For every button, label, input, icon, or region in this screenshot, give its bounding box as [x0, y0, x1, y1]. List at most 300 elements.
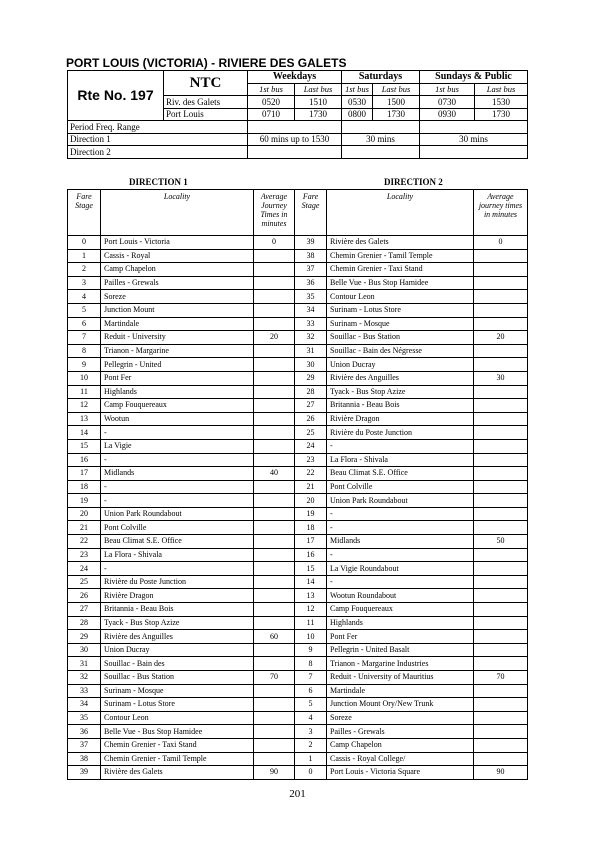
- journey-time-dir1: [254, 453, 295, 467]
- locality-dir2: Chemin Grenier - Taxi Stand: [327, 263, 474, 277]
- locality-dir1: Chemin Grenier - Tamil Temple: [101, 752, 254, 766]
- journey-time-dir1: [254, 263, 295, 277]
- fare-stage-dir2: 11: [295, 616, 327, 630]
- route-number: Rte No. 197: [68, 71, 164, 121]
- journey-time-dir2: 30: [474, 371, 528, 385]
- table-row: [68, 630, 528, 644]
- journey-time-dir1: [254, 603, 295, 617]
- fare-stage-dir2: 2: [295, 738, 327, 752]
- locality-dir1: La Flora - Shivala: [101, 548, 254, 562]
- table-row: [68, 480, 528, 494]
- fare-stage-dir1: 37: [68, 738, 101, 752]
- locality-dir1: -: [101, 453, 254, 467]
- journey-time-dir1: [254, 698, 295, 712]
- table-row: [68, 426, 528, 440]
- fare-stage-dir2: 35: [295, 290, 327, 304]
- locality-dir2: -: [327, 548, 474, 562]
- freq-row-label: Period Freq. Range: [68, 121, 248, 134]
- locality-dir2: Chemin Grenier - Tamil Temple: [327, 249, 474, 263]
- sub-header: 1st bus: [342, 83, 373, 96]
- fare-stage-dir2: 22: [295, 467, 327, 481]
- table-row: [68, 535, 528, 549]
- locality-dir2: Union Ducray: [327, 358, 474, 372]
- journey-time-dir2: [474, 643, 528, 657]
- locality-dir1: Pailles - Grewals: [101, 276, 254, 290]
- journey-time-dir1: [254, 562, 295, 576]
- locality-dir2: Martindale: [327, 684, 474, 698]
- freq-value: [248, 146, 342, 159]
- journey-time-dir1: [254, 643, 295, 657]
- fare-stage-dir1: 29: [68, 630, 101, 644]
- locality-dir1: Pont Colville: [101, 521, 254, 535]
- fare-stage-dir1: 27: [68, 603, 101, 617]
- fare-stage-dir1: 6: [68, 317, 101, 331]
- journey-time-dir2: [474, 548, 528, 562]
- origin-time: 1530: [475, 96, 528, 109]
- fare-stage-dir2: 28: [295, 385, 327, 399]
- fare-stage-dir2: 20: [295, 494, 327, 508]
- fare-stage-dir2: 15: [295, 562, 327, 576]
- locality-dir2: Pont Fer: [327, 630, 474, 644]
- journey-time-dir2: [474, 399, 528, 413]
- column-header: Fare Stage: [68, 190, 101, 236]
- column-header: Average journey times in minutes: [474, 190, 528, 236]
- journey-time-dir2: [474, 412, 528, 426]
- fare-stage-dir2: 32: [295, 331, 327, 345]
- fare-stage-dir1: 39: [68, 766, 101, 780]
- origin-time: 0800: [342, 108, 373, 121]
- fare-stage-dir1: 16: [68, 453, 101, 467]
- table-row: [68, 385, 528, 399]
- locality-dir2: Midlands: [327, 535, 474, 549]
- journey-time-dir1: [254, 480, 295, 494]
- sub-header: 1st bus: [420, 83, 475, 96]
- locality-dir1: Trianon - Margarine: [101, 344, 254, 358]
- fare-stage-dir1: 36: [68, 725, 101, 739]
- journey-time-dir2: [474, 426, 528, 440]
- journey-time-dir1: [254, 738, 295, 752]
- journey-time-dir1: [254, 684, 295, 698]
- origin-time: 0710: [248, 108, 295, 121]
- table-row: [68, 371, 528, 385]
- journey-time-dir1: 60: [254, 630, 295, 644]
- journey-time-dir1: [254, 725, 295, 739]
- freq-value: [342, 121, 420, 134]
- fare-stage-dir1: 21: [68, 521, 101, 535]
- locality-dir2: Souillac - Bus Station: [327, 331, 474, 345]
- origin-time: 1510: [295, 96, 342, 109]
- journey-time-dir2: [474, 725, 528, 739]
- locality-dir1: Rivière du Poste Junction: [101, 575, 254, 589]
- locality-dir1: Union Park Roundabout: [101, 507, 254, 521]
- sub-header: 1st bus: [248, 83, 295, 96]
- journey-time-dir2: [474, 521, 528, 535]
- fare-stage-dir1: 25: [68, 575, 101, 589]
- locality-dir2: Britannia - Beau Bois: [327, 399, 474, 413]
- journey-time-dir1: [254, 290, 295, 304]
- locality-dir1: Highlands: [101, 385, 254, 399]
- locality-dir1: Midlands: [101, 467, 254, 481]
- locality-dir2: Beau Climat S.E. Office: [327, 467, 474, 481]
- locality-dir1: Camp Fouquereaux: [101, 399, 254, 413]
- fare-stage-dir2: 38: [295, 249, 327, 263]
- fare-stage-dir2: 34: [295, 303, 327, 317]
- page-title: PORT LOUIS (VICTORIA) - RIVIERE DES GALETS: [66, 56, 347, 70]
- journey-time-dir1: [254, 521, 295, 535]
- freq-row-label: Direction 2: [68, 146, 248, 159]
- fare-stage-dir2: 23: [295, 453, 327, 467]
- origin-time: 0930: [420, 108, 475, 121]
- operator-label: NTC: [164, 71, 248, 96]
- locality-dir1: Surinam - Mosque: [101, 684, 254, 698]
- locality-dir1: Pellegrin - United: [101, 358, 254, 372]
- sub-header: Last bus: [295, 83, 342, 96]
- fare-stage-dir2: 39: [295, 236, 327, 250]
- fare-stage-dir1: 3: [68, 276, 101, 290]
- journey-time-dir1: [254, 439, 295, 453]
- journey-time-dir2: [474, 562, 528, 576]
- fare-stage-dir2: 16: [295, 548, 327, 562]
- fare-stage-dir2: 1: [295, 752, 327, 766]
- journey-time-dir2: 0: [474, 236, 528, 250]
- locality-dir1: Chemin Grenier - Taxi Stand: [101, 738, 254, 752]
- locality-dir2: -: [327, 507, 474, 521]
- freq-value: [342, 146, 420, 159]
- fare-stage-dir1: 30: [68, 643, 101, 657]
- locality-dir2: Wootun Roundabout: [327, 589, 474, 603]
- journey-time-dir1: [254, 752, 295, 766]
- fare-stage-dir2: 26: [295, 412, 327, 426]
- locality-dir2: -: [327, 439, 474, 453]
- fare-stage-dir2: 13: [295, 589, 327, 603]
- journey-time-dir2: [474, 439, 528, 453]
- fare-stage-dir1: 8: [68, 344, 101, 358]
- fare-stage-dir2: 33: [295, 317, 327, 331]
- locality-dir2: Camp Fouquereaux: [327, 603, 474, 617]
- locality-dir2: Rivière du Poste Junction: [327, 426, 474, 440]
- table-row: [68, 616, 528, 630]
- fare-stage-dir2: 18: [295, 521, 327, 535]
- fare-stage-dir1: 7: [68, 331, 101, 345]
- journey-time-dir2: [474, 249, 528, 263]
- column-header: Locality: [327, 190, 474, 236]
- fare-stage-dir2: 6: [295, 684, 327, 698]
- locality-dir1: Wootun: [101, 412, 254, 426]
- fare-stage-dir1: 34: [68, 698, 101, 712]
- table-row: [68, 684, 528, 698]
- journey-time-dir1: [254, 535, 295, 549]
- table-row: [68, 575, 528, 589]
- fare-stage-dir2: 7: [295, 671, 327, 685]
- journey-time-dir2: [474, 752, 528, 766]
- table-row: [68, 711, 528, 725]
- table-row: [68, 698, 528, 712]
- table-row: [68, 290, 528, 304]
- journey-time-dir1: [254, 711, 295, 725]
- locality-dir2: Junction Mount Ory/New Trunk: [327, 698, 474, 712]
- locality-dir2: Port Louis - Victoria Square: [327, 766, 474, 780]
- origin-time: 1730: [475, 108, 528, 121]
- period-saturdays: Saturdays: [342, 71, 420, 84]
- fare-stage-dir1: 35: [68, 711, 101, 725]
- stops-table: [67, 189, 528, 780]
- journey-time-dir1: [254, 276, 295, 290]
- journey-time-dir2: [474, 630, 528, 644]
- column-header: Average Journey Times in minutes: [254, 190, 295, 236]
- table-row: [68, 494, 528, 508]
- locality-dir1: -: [101, 494, 254, 508]
- journey-time-dir1: [254, 249, 295, 263]
- locality-dir1: -: [101, 426, 254, 440]
- locality-dir2: Rivière des Anguilles: [327, 371, 474, 385]
- freq-value: 30 mins: [342, 133, 420, 146]
- fare-stage-dir2: 24: [295, 439, 327, 453]
- freq-value: [420, 146, 528, 159]
- journey-time-dir1: 70: [254, 671, 295, 685]
- fare-stage-dir2: 36: [295, 276, 327, 290]
- table-row: [68, 467, 528, 481]
- column-header: Fare Stage: [295, 190, 327, 236]
- locality-dir2: Union Park Roundabout: [327, 494, 474, 508]
- fare-stage-dir1: 28: [68, 616, 101, 630]
- fare-stage-dir2: 9: [295, 643, 327, 657]
- fare-stage-dir1: 5: [68, 303, 101, 317]
- table-row: [68, 412, 528, 426]
- fare-stage-dir2: 31: [295, 344, 327, 358]
- locality-dir2: Reduit - University of Mauritius: [327, 671, 474, 685]
- journey-time-dir2: [474, 657, 528, 671]
- locality-dir1: Soreze: [101, 290, 254, 304]
- fare-stage-dir1: 4: [68, 290, 101, 304]
- journey-time-dir2: [474, 507, 528, 521]
- locality-dir1: -: [101, 480, 254, 494]
- direction-titles: [67, 175, 527, 189]
- locality-dir2: Rivière des Galets: [327, 236, 474, 250]
- locality-dir1: Cassis - Royal: [101, 249, 254, 263]
- fare-stage-dir1: 11: [68, 385, 101, 399]
- fare-stage-dir2: 29: [295, 371, 327, 385]
- table-row: [68, 303, 528, 317]
- journey-time-dir1: [254, 371, 295, 385]
- sub-header: Last bus: [475, 83, 528, 96]
- fare-stage-dir2: 17: [295, 535, 327, 549]
- journey-time-dir2: [474, 616, 528, 630]
- fare-stage-dir1: 26: [68, 589, 101, 603]
- origin-time: 0730: [420, 96, 475, 109]
- journey-time-dir2: [474, 467, 528, 481]
- journey-time-dir2: [474, 303, 528, 317]
- freq-value: [248, 121, 342, 134]
- journey-time-dir2: [474, 698, 528, 712]
- locality-dir2: Pont Colville: [327, 480, 474, 494]
- table-row: [68, 439, 528, 453]
- column-header: Locality: [101, 190, 254, 236]
- locality-dir1: Rivière des Galets: [101, 766, 254, 780]
- journey-time-dir1: [254, 412, 295, 426]
- journey-time-dir2: [474, 358, 528, 372]
- locality-dir1: Pont Fer: [101, 371, 254, 385]
- journey-time-dir2: [474, 738, 528, 752]
- journey-time-dir2: [474, 453, 528, 467]
- locality-dir2: Pellegrin - United Basalt: [327, 643, 474, 657]
- table-header-row: [68, 190, 528, 236]
- locality-dir2: La Flora - Shivala: [327, 453, 474, 467]
- journey-time-dir2: [474, 711, 528, 725]
- table-row: [68, 358, 528, 372]
- timetable-header: [67, 70, 528, 159]
- fare-stage-dir1: 31: [68, 657, 101, 671]
- origin-name: Port Louis: [164, 108, 248, 121]
- journey-time-dir1: [254, 548, 295, 562]
- fare-stage-dir1: 1: [68, 249, 101, 263]
- table-row: [68, 249, 528, 263]
- locality-dir2: Contour Leon: [327, 290, 474, 304]
- journey-time-dir1: [254, 399, 295, 413]
- journey-time-dir2: [474, 589, 528, 603]
- table-row: [68, 276, 528, 290]
- origin-time: 0530: [342, 96, 373, 109]
- fare-stage-dir2: 14: [295, 575, 327, 589]
- table-row: [68, 738, 528, 752]
- locality-dir1: Martindale: [101, 317, 254, 331]
- fare-stage-dir2: 19: [295, 507, 327, 521]
- locality-dir1: Camp Chapelon: [101, 263, 254, 277]
- table-row: [68, 548, 528, 562]
- journey-time-dir1: [254, 507, 295, 521]
- table-row: [68, 236, 528, 250]
- table-row: [68, 562, 528, 576]
- table-row: [68, 671, 528, 685]
- table-row: [68, 725, 528, 739]
- journey-time-dir2: 90: [474, 766, 528, 780]
- fare-stage-dir1: 23: [68, 548, 101, 562]
- journey-time-dir2: [474, 494, 528, 508]
- table-row: [68, 643, 528, 657]
- locality-dir2: Rivière Dragon: [327, 412, 474, 426]
- journey-time-dir1: [254, 317, 295, 331]
- fare-stage-dir2: 27: [295, 399, 327, 413]
- journey-time-dir1: [254, 657, 295, 671]
- journey-time-dir2: 20: [474, 331, 528, 345]
- freq-row-label: Direction 1: [68, 133, 248, 146]
- fare-stage-dir1: 12: [68, 399, 101, 413]
- locality-dir1: Port Louis - Victoria: [101, 236, 254, 250]
- table-row: [68, 399, 528, 413]
- journey-time-dir1: [254, 358, 295, 372]
- fare-stage-dir1: 22: [68, 535, 101, 549]
- table-row: [68, 344, 528, 358]
- locality-dir2: Trianon - Margarine Industries: [327, 657, 474, 671]
- fare-stage-dir1: 32: [68, 671, 101, 685]
- locality-dir1: Britannia - Beau Bois: [101, 603, 254, 617]
- journey-time-dir2: [474, 344, 528, 358]
- fare-stage-dir1: 20: [68, 507, 101, 521]
- origin-time: 1730: [373, 108, 420, 121]
- journey-time-dir1: [254, 575, 295, 589]
- locality-dir2: Surinam - Lotus Store: [327, 303, 474, 317]
- table-row: [68, 521, 528, 535]
- fare-stage-dir1: 38: [68, 752, 101, 766]
- fare-stage-dir2: 3: [295, 725, 327, 739]
- fare-stage-dir2: 25: [295, 426, 327, 440]
- locality-dir2: La Vigie Roundabout: [327, 562, 474, 576]
- journey-time-dir2: [474, 263, 528, 277]
- locality-dir2: Tyack - Bus Stop Azize: [327, 385, 474, 399]
- fare-stage-dir2: 4: [295, 711, 327, 725]
- locality-dir1: Union Ducray: [101, 643, 254, 657]
- fare-stage-dir2: 30: [295, 358, 327, 372]
- locality-dir2: Surinam - Mosque: [327, 317, 474, 331]
- locality-dir1: Rivière Dragon: [101, 589, 254, 603]
- period-sundays: Sundays & Public: [420, 71, 528, 84]
- origin-name: Riv. des Galets: [164, 96, 248, 109]
- journey-time-dir2: [474, 317, 528, 331]
- journey-time-dir1: 0: [254, 236, 295, 250]
- table-row: [68, 589, 528, 603]
- journey-time-dir1: 20: [254, 331, 295, 345]
- table-row: [68, 752, 528, 766]
- locality-dir1: Surinam - Lotus Store: [101, 698, 254, 712]
- origin-time: 1500: [373, 96, 420, 109]
- journey-time-dir2: 70: [474, 671, 528, 685]
- fare-stage-dir2: 21: [295, 480, 327, 494]
- journey-time-dir1: [254, 494, 295, 508]
- freq-value: 30 mins: [420, 133, 528, 146]
- journey-time-dir1: [254, 344, 295, 358]
- locality-dir2: -: [327, 521, 474, 535]
- fare-stage-dir1: 15: [68, 439, 101, 453]
- journey-time-dir2: [474, 684, 528, 698]
- direction-2-title: DIRECTION 2: [384, 177, 443, 187]
- journey-time-dir2: 50: [474, 535, 528, 549]
- fare-stage-dir1: 9: [68, 358, 101, 372]
- fare-stage-dir1: 14: [68, 426, 101, 440]
- fare-stage-dir1: 24: [68, 562, 101, 576]
- locality-dir1: Souillac - Bain des: [101, 657, 254, 671]
- table-row: [68, 453, 528, 467]
- journey-time-dir1: 40: [254, 467, 295, 481]
- table-row: [68, 263, 528, 277]
- period-weekdays: Weekdays: [248, 71, 342, 84]
- fare-stage-dir1: 13: [68, 412, 101, 426]
- locality-dir1: La Vigie: [101, 439, 254, 453]
- journey-time-dir1: 90: [254, 766, 295, 780]
- locality-dir1: Reduit - University: [101, 331, 254, 345]
- locality-dir1: Rivière des Anguilles: [101, 630, 254, 644]
- journey-time-dir2: [474, 603, 528, 617]
- fare-stage-dir2: 10: [295, 630, 327, 644]
- locality-dir2: Belle Vue - Bus Stop Hamidee: [327, 276, 474, 290]
- table-row: [68, 766, 528, 780]
- journey-time-dir2: [474, 276, 528, 290]
- locality-dir1: Tyack - Bus Stop Azize: [101, 616, 254, 630]
- table-row: [68, 317, 528, 331]
- direction-1-title: DIRECTION 1: [129, 177, 188, 187]
- sub-header: Last bus: [373, 83, 420, 96]
- freq-value: [420, 121, 528, 134]
- locality-dir2: Soreze: [327, 711, 474, 725]
- locality-dir2: -: [327, 575, 474, 589]
- locality-dir1: Souillac - Bus Station: [101, 671, 254, 685]
- table-row: [68, 331, 528, 345]
- journey-time-dir1: [254, 589, 295, 603]
- fare-stage-dir2: 8: [295, 657, 327, 671]
- locality-dir2: Cassis - Royal College/: [327, 752, 474, 766]
- journey-time-dir1: [254, 426, 295, 440]
- locality-dir1: Contour Leon: [101, 711, 254, 725]
- locality-dir1: Beau Climat S.E. Office: [101, 535, 254, 549]
- fare-stage-dir1: 2: [68, 263, 101, 277]
